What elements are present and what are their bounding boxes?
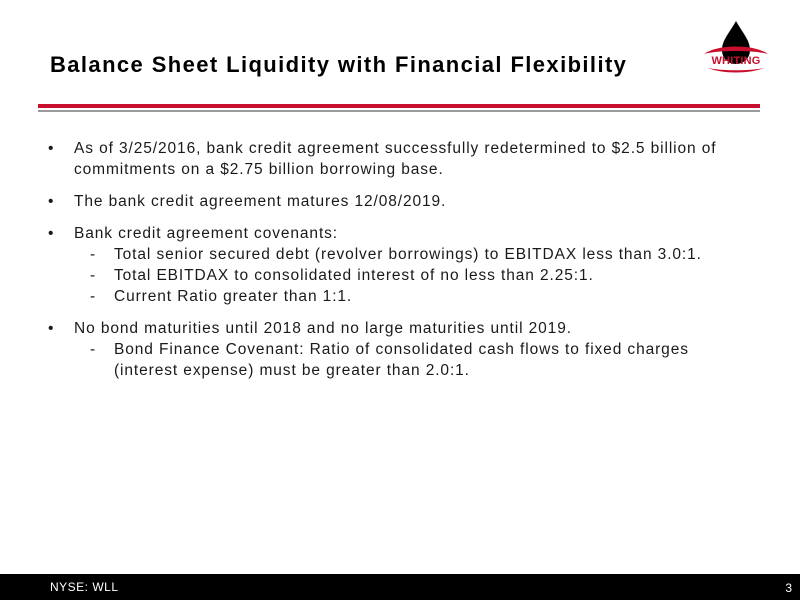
page-number: 3: [785, 581, 792, 595]
sub-bullet-dash: -: [90, 246, 97, 263]
sub-bullet-dash: -: [90, 267, 97, 284]
bullet-list: [48, 138, 758, 392]
sub-bullet-item: [74, 339, 758, 381]
bullet-dot: •: [48, 225, 55, 242]
sub-bullet-item: [74, 286, 758, 307]
sub-bullet-item: [74, 265, 758, 286]
bullet-text: No bond maturities until 2018 and no large maturities until 2019.: [74, 320, 572, 337]
sub-bullet-text: Total senior secured debt (revolver borrowings) to EBITDAX less than 3.0:1.: [114, 246, 702, 263]
bullet-item: [48, 138, 758, 180]
title-rule-gray: [38, 110, 760, 112]
bullet-text: The bank credit agreement matures 12/08/2019.: [74, 193, 447, 210]
title-rule-red: [38, 104, 760, 108]
sub-bullet-item: [74, 244, 758, 265]
sub-bullet-dash: -: [90, 341, 97, 358]
bullet-dot: •: [48, 193, 55, 210]
oil-drop-logo-icon: [700, 18, 772, 80]
sub-bullet-dash: -: [90, 288, 97, 305]
company-logo: [700, 18, 772, 80]
footer-bar: [0, 574, 800, 600]
sub-bullet-text: Total EBITDAX to consolidated interest of no less than 2.25:1.: [114, 267, 594, 284]
bullet-dot: •: [48, 140, 55, 157]
bullet-item: [48, 223, 758, 307]
bullet-item: [48, 318, 758, 381]
logo-text: WHITING: [711, 55, 761, 67]
slide-title: Balance Sheet Liquidity with Financial Flexibility: [50, 52, 628, 77]
sub-bullet-text: Current Ratio greater than 1:1.: [114, 288, 353, 305]
bullet-item: [48, 191, 758, 212]
bullet-text: As of 3/25/2016, bank credit agreement successfully redetermined to $2.5 billion of commitments on a $2.75 billion borrowing base.: [74, 140, 717, 178]
bullet-dot: •: [48, 320, 55, 337]
sub-bullet-text: Bond Finance Covenant: Ratio of consolidated cash flows to fixed charges (interest expense) must be greater than 2.0:1.: [114, 341, 689, 379]
bullet-text: Bank credit agreement covenants:: [74, 225, 339, 242]
footer-ticker: NYSE: WLL: [50, 580, 119, 594]
